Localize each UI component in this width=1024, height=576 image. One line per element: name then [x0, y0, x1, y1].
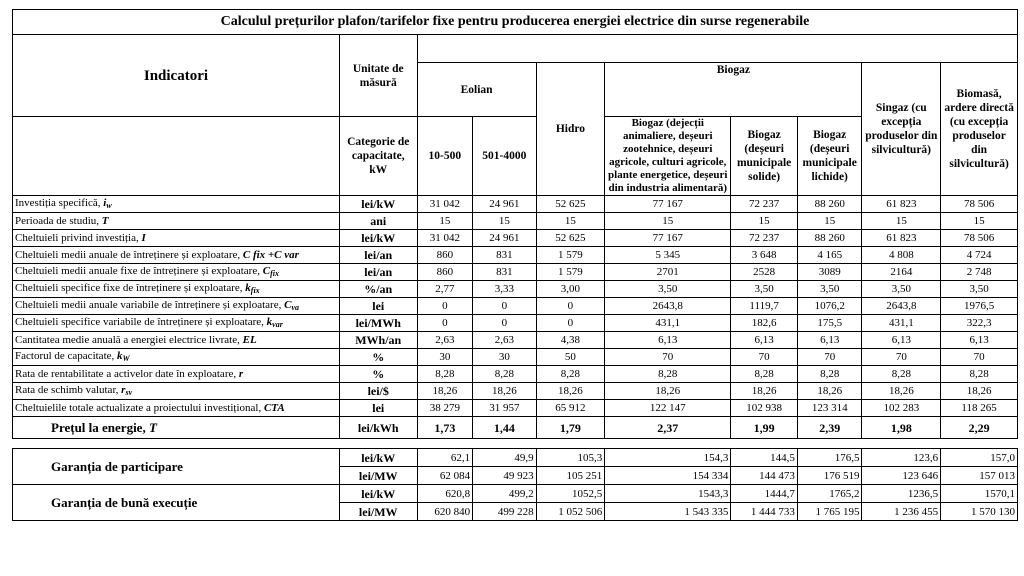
- price-value: 1,98: [862, 417, 941, 439]
- guarantee-label: Garanția de participare: [13, 449, 340, 485]
- row-value: 3,50: [731, 281, 798, 298]
- row-value: 1976,5: [941, 298, 1018, 315]
- row-value: 31 042: [417, 230, 472, 247]
- eolian-large-header: 501-4000: [473, 117, 537, 196]
- price-value: 1,73: [417, 417, 472, 439]
- row-value: 8,28: [605, 366, 731, 383]
- row-value: 15: [536, 213, 605, 230]
- table-row: [13, 213, 1018, 230]
- row-value: 88 260: [797, 230, 862, 247]
- guarantee-value: 154 334: [605, 467, 731, 485]
- row-value: 52 625: [536, 196, 605, 213]
- tariff-table-container: [12, 9, 1018, 521]
- row-value: 860: [417, 247, 472, 264]
- guarantee-value: 49,9: [473, 449, 537, 467]
- row-value: 2643,8: [605, 298, 731, 315]
- row-value: 118 265: [941, 400, 1018, 417]
- row-value: 182,6: [731, 315, 798, 332]
- hidro-header: Hidro: [536, 63, 605, 196]
- guarantee-row: [13, 485, 1018, 503]
- guarantee-value: 499,2: [473, 485, 537, 503]
- row-value: 431,1: [862, 315, 941, 332]
- row-value: 831: [473, 247, 537, 264]
- row-value: 77 167: [605, 230, 731, 247]
- row-label: Rata de schimb valutar, $r_{sv}$: [13, 383, 340, 400]
- row-value: 18,26: [862, 383, 941, 400]
- row-value: 70: [862, 349, 941, 366]
- guarantee-value: 620 840: [417, 503, 472, 521]
- row-value: 122 147: [605, 400, 731, 417]
- table-row: [13, 332, 1018, 349]
- row-label: Investiția specifică, $i_w$: [13, 196, 340, 213]
- guarantee-value: 144,5: [731, 449, 798, 467]
- row-value: 3,50: [797, 281, 862, 298]
- row-value: 3 648: [731, 247, 798, 264]
- table-row: [13, 349, 1018, 366]
- row-value: 15: [731, 213, 798, 230]
- guarantee-value: 176,5: [797, 449, 862, 467]
- guarantee-value: 157 013: [941, 467, 1018, 485]
- row-value: 18,26: [536, 383, 605, 400]
- row-value: 2164: [862, 264, 941, 281]
- row-value: 1 579: [536, 247, 605, 264]
- row-value: 1119,7: [731, 298, 798, 315]
- biogaz-solid-header: Biogaz (deșeuri municipale solide): [731, 117, 798, 196]
- row-value: 3,50: [605, 281, 731, 298]
- row-value: 2701: [605, 264, 731, 281]
- row-value: 3,33: [473, 281, 537, 298]
- guarantee-value: 1052,5: [536, 485, 605, 503]
- row-value: 123 314: [797, 400, 862, 417]
- biogaz-liquid-header: Biogaz (deșeuri municipale lichide): [797, 117, 862, 196]
- row-value: 3,50: [941, 281, 1018, 298]
- row-value: 65 912: [536, 400, 605, 417]
- guarantee-value: 1 052 506: [536, 503, 605, 521]
- biogaz-agri-header: Biogaz (dejecții animaliere, deșeuri zootehnice, deșeuri agricole, culturi agricole, plante energetice, deșeuri din industria alimentară): [605, 117, 731, 196]
- row-value: 860: [417, 264, 472, 281]
- row-value: 4 165: [797, 247, 862, 264]
- guarantee-value: 1 765 195: [797, 503, 862, 521]
- row-value: 0: [536, 298, 605, 315]
- row-value: 78 506: [941, 196, 1018, 213]
- row-value: 8,28: [731, 366, 798, 383]
- row-value: 102 938: [731, 400, 798, 417]
- guarantee-unit: lei/kW: [339, 485, 417, 503]
- row-value: 6,13: [797, 332, 862, 349]
- guarantee-value: 105,3: [536, 449, 605, 467]
- row-label: Cheltuielile totale actualizate a proiectului investițional, CTA: [13, 400, 340, 417]
- row-unit: lei/$: [339, 383, 417, 400]
- row-unit: lei: [339, 298, 417, 315]
- row-value: 70: [941, 349, 1018, 366]
- table-row: [13, 383, 1018, 400]
- row-label: Cheltuieli medii anuale de întreținere și exploatare, C fix +C var: [13, 247, 340, 264]
- price-unit: lei/kWh: [339, 417, 417, 439]
- indicatori-spacer: [13, 117, 340, 196]
- row-value: 61 823: [862, 196, 941, 213]
- row-value: 52 625: [536, 230, 605, 247]
- row-value: 15: [941, 213, 1018, 230]
- guarantee-value: 157,0: [941, 449, 1018, 467]
- row-value: 18,26: [605, 383, 731, 400]
- row-value: 72 237: [731, 196, 798, 213]
- guarantee-value: 1765,2: [797, 485, 862, 503]
- guarantee-value: 1 543 335: [605, 503, 731, 521]
- row-value: 0: [417, 298, 472, 315]
- row-label: Cheltuieli privind investiția, I: [13, 230, 340, 247]
- row-unit: %: [339, 366, 417, 383]
- table-row: [13, 247, 1018, 264]
- row-value: 1076,2: [797, 298, 862, 315]
- guarantee-value: 49 923: [473, 467, 537, 485]
- guarantee-unit: lei/MW: [339, 467, 417, 485]
- row-value: 6,13: [862, 332, 941, 349]
- row-value: 4,38: [536, 332, 605, 349]
- row-value: 18,26: [941, 383, 1018, 400]
- row-value: 15: [862, 213, 941, 230]
- price-value: 1,79: [536, 417, 605, 439]
- row-value: 6,13: [731, 332, 798, 349]
- singaz-header: Singaz (cu excepția produselor din silvicultură): [862, 63, 941, 196]
- row-value: 5 345: [605, 247, 731, 264]
- row-value: 4 808: [862, 247, 941, 264]
- row-value: 30: [417, 349, 472, 366]
- guarantee-unit: lei/MW: [339, 503, 417, 521]
- category-header: Categorie de capacitate, kW: [339, 117, 417, 196]
- guarantee-value: 62 084: [417, 467, 472, 485]
- row-value: 0: [473, 298, 537, 315]
- guarantee-value: 1 570 130: [941, 503, 1018, 521]
- guarantee-row: [13, 449, 1018, 467]
- guarantee-value: 1 236 455: [862, 503, 941, 521]
- row-value: 2,63: [473, 332, 537, 349]
- price-value: 2,29: [941, 417, 1018, 439]
- row-value: 18,26: [797, 383, 862, 400]
- row-value: 1 579: [536, 264, 605, 281]
- row-label: Cheltuieli specifice fixe de întreținere și exploatare, $k_{fix}$: [13, 281, 340, 298]
- row-value: 0: [417, 315, 472, 332]
- table-row: [13, 298, 1018, 315]
- row-value: 8,28: [536, 366, 605, 383]
- top-spacer: [417, 35, 1017, 63]
- row-unit: MWh/an: [339, 332, 417, 349]
- row-unit: %: [339, 349, 417, 366]
- guarantee-unit: lei/kW: [339, 449, 417, 467]
- row-value: 6,13: [941, 332, 1018, 349]
- row-value: 8,28: [862, 366, 941, 383]
- guarantee-value: 176 519: [797, 467, 862, 485]
- row-value: 8,28: [417, 366, 472, 383]
- guarantee-value: 123 646: [862, 467, 941, 485]
- row-value: 2643,8: [862, 298, 941, 315]
- row-value: 3089: [797, 264, 862, 281]
- row-unit: lei/MWh: [339, 315, 417, 332]
- guarantee-value: 499 228: [473, 503, 537, 521]
- row-value: 15: [797, 213, 862, 230]
- row-value: 18,26: [731, 383, 798, 400]
- row-value: 15: [417, 213, 472, 230]
- table-row: [13, 366, 1018, 383]
- price-value: 1,44: [473, 417, 537, 439]
- row-value: 70: [731, 349, 798, 366]
- table-row: [13, 400, 1018, 417]
- row-value: 0: [536, 315, 605, 332]
- row-unit: lei/kW: [339, 230, 417, 247]
- row-label: Perioada de studiu, T: [13, 213, 340, 230]
- row-unit: lei/an: [339, 264, 417, 281]
- guarantee-value: 123,6: [862, 449, 941, 467]
- tariff-table: [12, 9, 1018, 521]
- row-value: 4 724: [941, 247, 1018, 264]
- row-value: 24 961: [473, 230, 537, 247]
- guarantee-value: 154,3: [605, 449, 731, 467]
- row-label: Factorul de capacitate, $k_W$: [13, 349, 340, 366]
- price-value: 2,39: [797, 417, 862, 439]
- row-value: 102 283: [862, 400, 941, 417]
- guarantee-label: Garanția de bună execuție: [13, 485, 340, 521]
- row-value: 88 260: [797, 196, 862, 213]
- row-unit: lei/kW: [339, 196, 417, 213]
- guarantee-value: 620,8: [417, 485, 472, 503]
- guarantee-value: 1236,5: [862, 485, 941, 503]
- row-value: 8,28: [797, 366, 862, 383]
- row-value: 70: [605, 349, 731, 366]
- row-value: 2,63: [417, 332, 472, 349]
- biomasa-header: Biomasă, ardere directă (cu excepția produselor din silvicultură): [941, 63, 1018, 196]
- guarantee-value: 1543,3: [605, 485, 731, 503]
- row-unit: lei: [339, 400, 417, 417]
- row-value: 431,1: [605, 315, 731, 332]
- guarantee-value: 1570,1: [941, 485, 1018, 503]
- eolian-small-header: 10-500: [417, 117, 472, 196]
- price-row: [13, 417, 1018, 439]
- row-value: 31 957: [473, 400, 537, 417]
- row-label: Cheltuieli specifice variabile de întreținere și exploatare, $k_{var}$: [13, 315, 340, 332]
- row-value: 6,13: [605, 332, 731, 349]
- row-value: 831: [473, 264, 537, 281]
- row-value: 8,28: [941, 366, 1018, 383]
- row-value: 70: [797, 349, 862, 366]
- row-value: 31 042: [417, 196, 472, 213]
- row-value: 77 167: [605, 196, 731, 213]
- row-value: 18,26: [417, 383, 472, 400]
- guarantee-value: 1 444 733: [731, 503, 798, 521]
- row-unit: %/an: [339, 281, 417, 298]
- row-value: 15: [605, 213, 731, 230]
- indicatori-header: Indicatori: [13, 35, 340, 117]
- guarantee-value: 62,1: [417, 449, 472, 467]
- row-value: 18,26: [473, 383, 537, 400]
- row-value: 72 237: [731, 230, 798, 247]
- price-value: 2,37: [605, 417, 731, 439]
- row-value: 78 506: [941, 230, 1018, 247]
- biogaz-group-header: Biogaz: [605, 63, 862, 117]
- section-gap: [13, 439, 1018, 449]
- row-value: 2,77: [417, 281, 472, 298]
- row-label: Cheltuieli medii anuale variabile de întreținere și exploatare, $C_{va}$: [13, 298, 340, 315]
- row-label: Rata de rentabilitate a activelor date în exploatare, r: [13, 366, 340, 383]
- unit-header: Unitate de măsură: [339, 35, 417, 117]
- row-value: 8,28: [473, 366, 537, 383]
- table-row: [13, 230, 1018, 247]
- row-label: Cantitatea medie anuală a energiei electrice livrate, EL: [13, 332, 340, 349]
- table-row: [13, 315, 1018, 332]
- guarantee-value: 105 251: [536, 467, 605, 485]
- row-value: 30: [473, 349, 537, 366]
- guarantee-value: 1444,7: [731, 485, 798, 503]
- eolian-header: Eolian: [417, 63, 536, 117]
- table-row: [13, 264, 1018, 281]
- price-label: Prețul la energie, T: [13, 417, 340, 439]
- row-label: Cheltuieli medii anuale fixe de întreținere și exploatare, $C_{fix}$: [13, 264, 340, 281]
- table-title: Calculul prețurilor plafon/tarifelor fixe pentru producerea energiei electrice din surse regenerabile: [13, 10, 1018, 35]
- row-value: 24 961: [473, 196, 537, 213]
- row-unit: ani: [339, 213, 417, 230]
- table-row: [13, 196, 1018, 213]
- row-value: 0: [473, 315, 537, 332]
- row-value: 2 748: [941, 264, 1018, 281]
- row-value: 50: [536, 349, 605, 366]
- price-value: 1,99: [731, 417, 798, 439]
- row-value: 61 823: [862, 230, 941, 247]
- row-value: 322,3: [941, 315, 1018, 332]
- row-value: 3,00: [536, 281, 605, 298]
- table-row: [13, 281, 1018, 298]
- row-value: 38 279: [417, 400, 472, 417]
- row-value: 175,5: [797, 315, 862, 332]
- row-unit: lei/an: [339, 247, 417, 264]
- row-value: 2528: [731, 264, 798, 281]
- guarantee-value: 144 473: [731, 467, 798, 485]
- row-value: 3,50: [862, 281, 941, 298]
- row-value: 15: [473, 213, 537, 230]
